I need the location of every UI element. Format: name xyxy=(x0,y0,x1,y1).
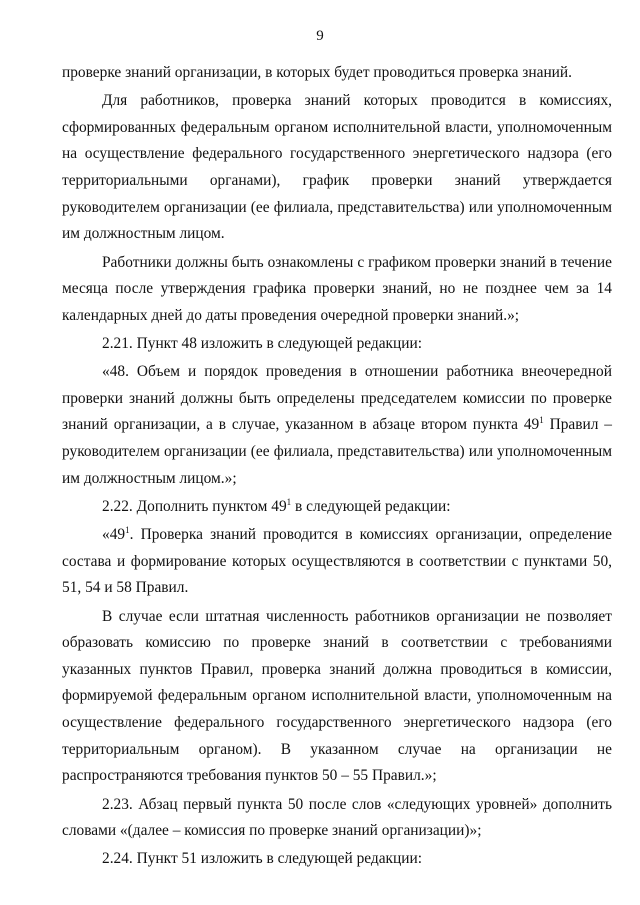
superscript-1: 1 xyxy=(125,525,130,536)
clause-48-text-before: «48. Объем и порядок проведения в отношении работника внеочередной проверки знаний должны быть определены председателем комиссии по проверке знаний организации, а в случае, указанном в абзаце втором пункта 49 xyxy=(62,363,612,434)
item-2-22-text-after: в следующей редакции: xyxy=(291,497,451,515)
paragraph-item-2-21: 2.21. Пункт 48 изложить в следующей редакции: xyxy=(102,335,423,352)
page-number: 9 xyxy=(316,28,324,44)
paragraph-clause-49-1 xyxy=(62,522,612,602)
paragraph-item-2-23: 2.23. Абзац первый пункта 50 после слов «следующих уровней» дополнить словами «(далее – комиссия по проверке знаний организации)»; xyxy=(62,795,612,840)
paragraph-item-2-24: 2.24. Пункт 51 изложить в следующей редакции: xyxy=(102,850,423,868)
document-body xyxy=(62,60,612,875)
superscript-1: 1 xyxy=(286,496,292,507)
item-2-22-text-before: 2.22. Дополнить пунктом 49 xyxy=(102,497,287,515)
paragraph-familiarization: Работники должны быть ознакомлены с графиком проверки знаний в течение месяца после утверждения графика проверки знаний, но не позднее чем за 14 календарных дней до даты проведения очередной проверки знаний.»; xyxy=(62,253,612,324)
paragraph-schedule-commission: Для работников, проверка знаний которых проводится в комиссиях, сформированных федеральным органом исполнительной власти, уполномоченным на осуществление федерального государственного энергетического надзора (его территориальными органами), график проверки знаний утверждается руководителем организации (ее филиала, представительства) или уполномоченным им должностным лицом. xyxy=(62,92,612,243)
clause-49-1-text-before: «49 xyxy=(102,526,126,544)
superscript-1: 1 xyxy=(539,415,544,426)
paragraph-staff-limitation: В случае если штатная численность работников организации не позволяет образовать комиссию по проверке знаний в соответствии с требованиями указанных пунктов Правил, проверка знаний должна проводиться в комиссии, формируемой федеральным органом исполнительной власти, уполномоченным на осуществление федерального государственного энергетического надзора (его территориальным органом). В указанном случае на организации не распространяются требования пунктов 50 – 55 Правил.»; xyxy=(62,607,612,785)
paragraph-item-2-22 xyxy=(62,494,612,521)
paragraph-continuation: проверке знаний организации, в которых будет проводиться проверка знаний. xyxy=(62,64,572,81)
clause-49-1-text-after: . Проверка знаний проводится в комиссиях организации, определение состава и формирование которых осуществляются в соответствии с пунктами 50, 51, 54 и 58 Правил. xyxy=(62,526,612,597)
paragraph-clause-48 xyxy=(62,359,612,492)
clause-48-text-after: Правил – руководителем организации (ее филиала, представительства) или уполномоченным им должностным лицом.»; xyxy=(62,416,612,487)
